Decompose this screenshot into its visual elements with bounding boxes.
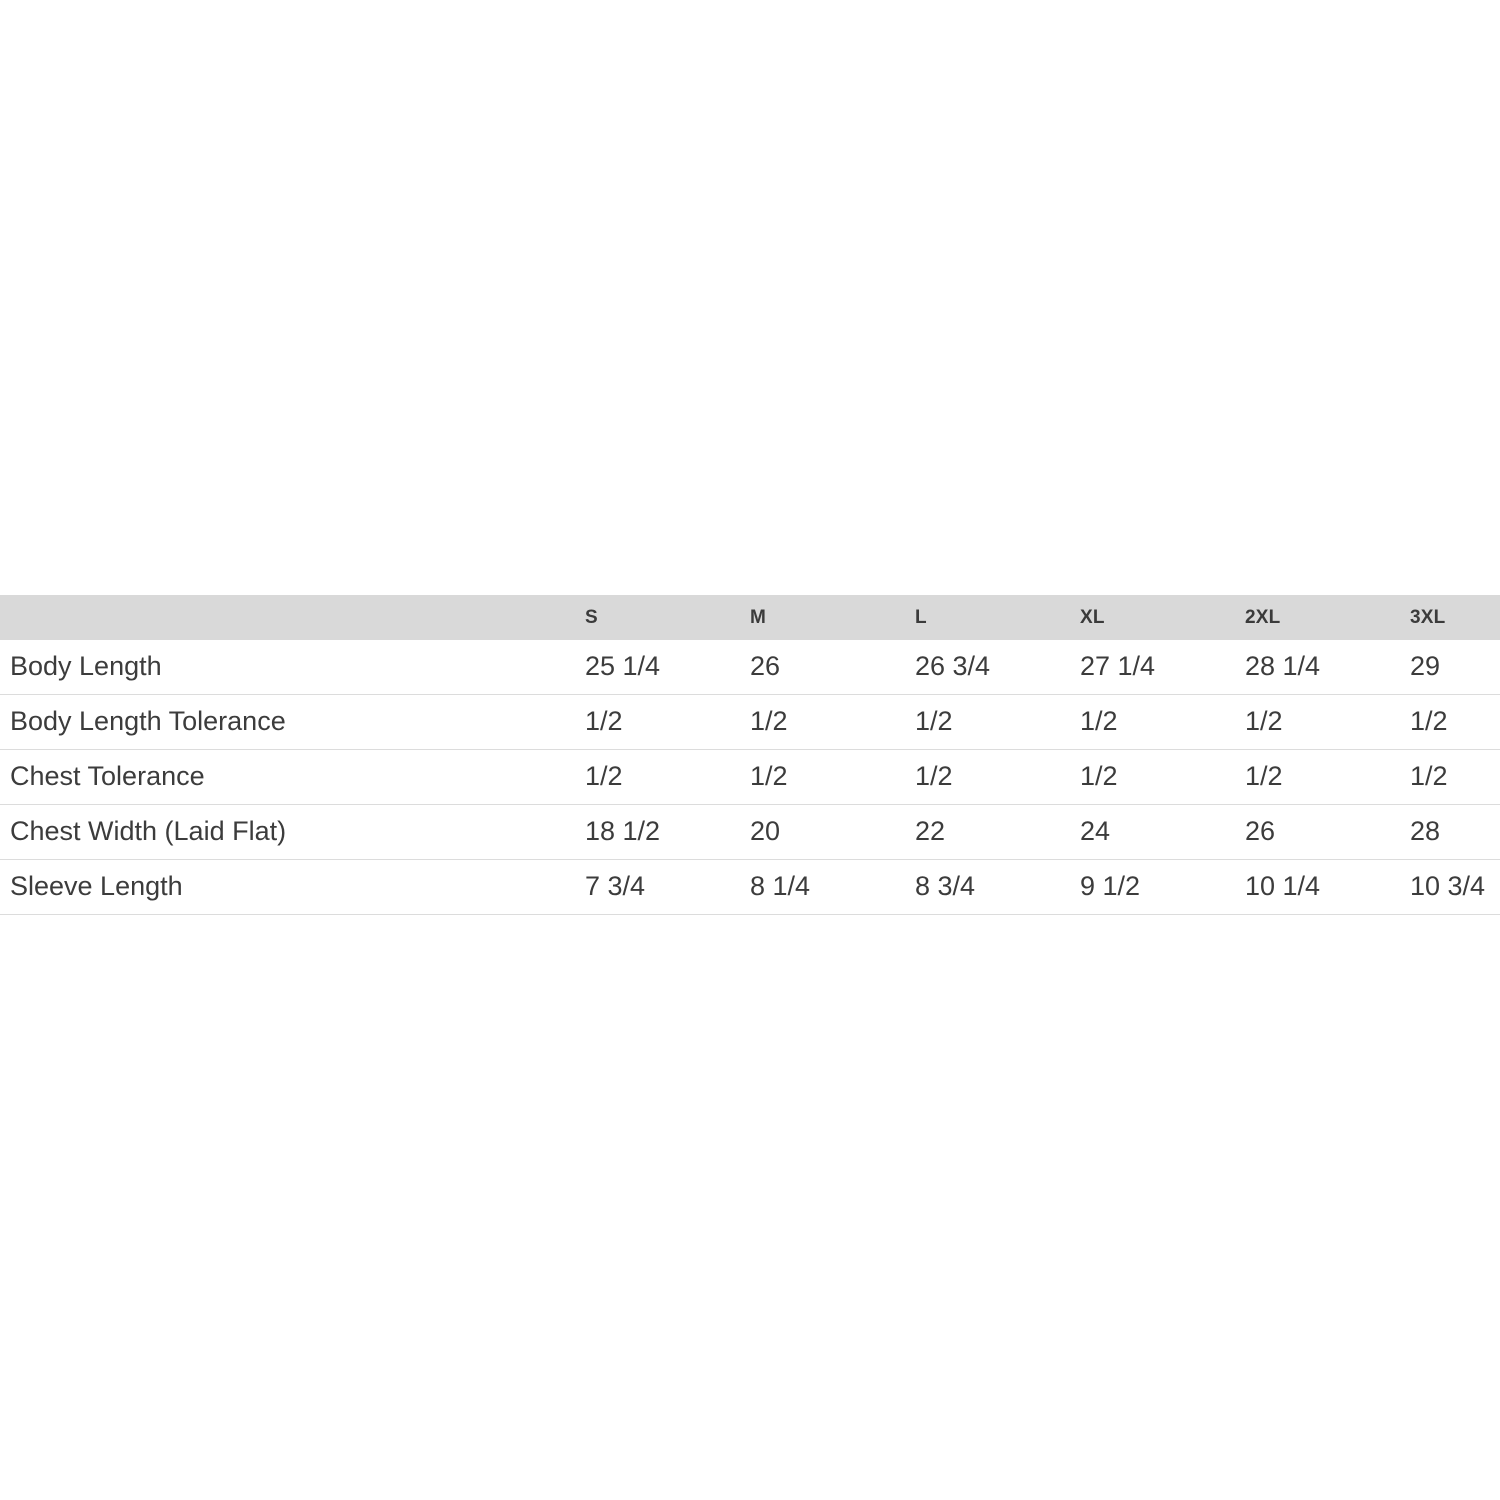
header-row bbox=[0, 595, 1500, 640]
size-chart-header bbox=[0, 595, 1500, 640]
cell-sleeve-length-2xl: 10 1/4 bbox=[1245, 860, 1410, 915]
header-measurement-label bbox=[0, 595, 585, 640]
spacer-cell bbox=[0, 915, 1500, 938]
cell-chest-width-xl: 24 bbox=[1080, 805, 1245, 860]
cell-chest-width-m: 20 bbox=[750, 805, 915, 860]
table-row bbox=[0, 695, 1500, 750]
table-row bbox=[0, 860, 1500, 915]
cell-body-length-tolerance-3xl: 1/2 bbox=[1410, 695, 1500, 750]
table-row bbox=[0, 750, 1500, 805]
table-bottom-spacer bbox=[0, 915, 1500, 938]
cell-body-length-tolerance-2xl: 1/2 bbox=[1245, 695, 1410, 750]
table-row bbox=[0, 805, 1500, 860]
header-size-xl: XL bbox=[1080, 607, 1105, 628]
cell-body-length-s: 25 1/4 bbox=[585, 640, 750, 695]
cell-chest-width-l: 22 bbox=[915, 805, 1080, 860]
header-size-m: M bbox=[750, 607, 767, 628]
cell-body-length-m: 26 bbox=[750, 640, 915, 695]
cell-body-length-tolerance-m: 1/2 bbox=[750, 695, 915, 750]
cell-body-length-xl: 27 1/4 bbox=[1080, 640, 1245, 695]
header-size-l: L bbox=[915, 607, 927, 628]
table-row bbox=[0, 640, 1500, 695]
cell-chest-tolerance-m: 1/2 bbox=[750, 750, 915, 805]
header-size-3xl: 3XL bbox=[1410, 607, 1446, 628]
size-chart-body bbox=[0, 640, 1500, 937]
row-label-chest-width: Chest Width (Laid Flat) bbox=[0, 805, 585, 860]
row-label-chest-tolerance: Chest Tolerance bbox=[0, 750, 585, 805]
cell-chest-width-s: 18 1/2 bbox=[585, 805, 750, 860]
cell-body-length-l: 26 3/4 bbox=[915, 640, 1080, 695]
cell-sleeve-length-s: 7 3/4 bbox=[585, 860, 750, 915]
row-label-body-length: Body Length bbox=[0, 640, 585, 695]
cell-sleeve-length-l: 8 3/4 bbox=[915, 860, 1080, 915]
cell-body-length-tolerance-l: 1/2 bbox=[915, 695, 1080, 750]
header-size-s: S bbox=[585, 607, 598, 628]
cell-sleeve-length-m: 8 1/4 bbox=[750, 860, 915, 915]
header-size-2xl: 2XL bbox=[1245, 607, 1281, 628]
size-chart-table bbox=[0, 595, 1500, 937]
cell-body-length-tolerance-s: 1/2 bbox=[585, 695, 750, 750]
cell-sleeve-length-xl: 9 1/2 bbox=[1080, 860, 1245, 915]
cell-body-length-tolerance-xl: 1/2 bbox=[1080, 695, 1245, 750]
cell-sleeve-length-3xl: 10 3/4 bbox=[1410, 860, 1500, 915]
row-label-body-length-tolerance: Body Length Tolerance bbox=[0, 695, 585, 750]
cell-chest-tolerance-xl: 1/2 bbox=[1080, 750, 1245, 805]
cell-chest-tolerance-3xl: 1/2 bbox=[1410, 750, 1500, 805]
row-label-sleeve-length: Sleeve Length bbox=[0, 860, 585, 915]
cell-chest-tolerance-2xl: 1/2 bbox=[1245, 750, 1410, 805]
cell-body-length-2xl: 28 1/4 bbox=[1245, 640, 1410, 695]
cell-chest-tolerance-s: 1/2 bbox=[585, 750, 750, 805]
cell-chest-width-2xl: 26 bbox=[1245, 805, 1410, 860]
cell-body-length-3xl: 29 bbox=[1410, 640, 1500, 695]
cell-chest-width-3xl: 28 bbox=[1410, 805, 1500, 860]
cell-chest-tolerance-l: 1/2 bbox=[915, 750, 1080, 805]
size-chart-container bbox=[0, 595, 1500, 937]
